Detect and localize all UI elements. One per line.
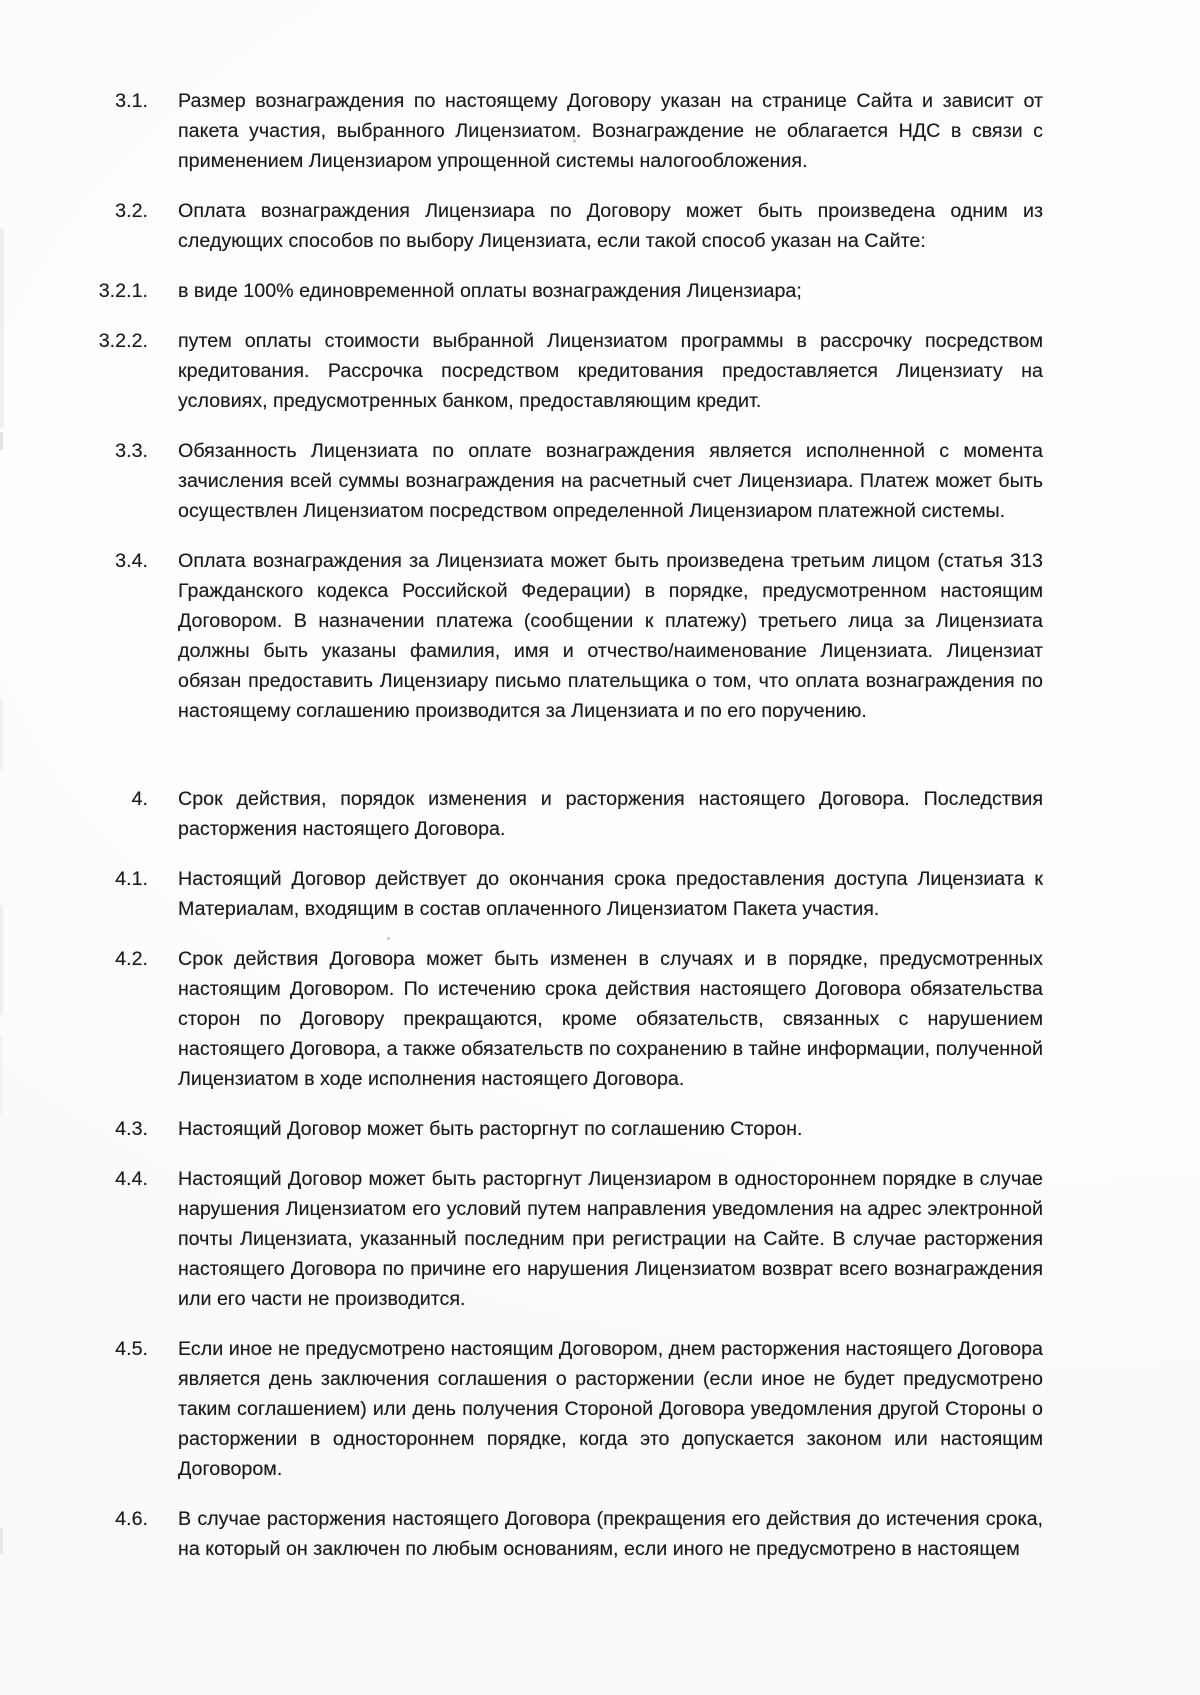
clause-text: Срок действия Договора может быть изменен в случаях и в порядке, предусмотренных настоящим Договором. По истечению срока действия настоящего Договора обязательства сторон по Договору прекращаются, кроме обязательств, связанных с нарушением настоящего Договора, а также обязательств по сохранению в тайне информации, полученной Лицензиатом в ходе исполнения настоящего Договора. xyxy=(178,948,1043,1090)
clause-row xyxy=(0,1334,1043,1484)
clause-number: 3.2. xyxy=(115,200,148,222)
clause-text: Настоящий Договор действует до окончания срока предоставления доступа Лицензиата к Материалам, входящим в состав оплаченного Лицензиатом Пакета участия. xyxy=(178,868,1043,920)
clause-text: Срок действия, порядок изменения и расторжения настоящего Договора. Последствия расторжения настоящего Договора. xyxy=(178,788,1043,840)
clause-row xyxy=(0,326,1043,416)
clause-text: Оплата вознаграждения за Лицензиата может быть произведена третьим лицом (статья 313 Гражданского кодекса Российской Федерации) в порядке, предусмотренном настоящим Договором. В назначении платежа (сообщении к платежу) третьего лица за Лицензиата должны быть указаны фамилия, имя и отчество/наименование Лицензиата. Лицензиат обязан предоставить Лицензиару письмо плательщика о том, что оплата вознаграждения по настоящему соглашению производится за Лицензиата и по его поручению. xyxy=(178,550,1043,722)
clause-number: 3.4. xyxy=(115,550,148,572)
clause-row xyxy=(0,864,1043,924)
clause-text: Обязанность Лицензиата по оплате вознаграждения является исполненной с момента зачисления всей суммы вознаграждения на расчетный счет Лицензиара. Платеж может быть осуществлен Лицензиатом посредством определенной Лицензиаром платежной системы. xyxy=(178,440,1043,522)
clause-number: 3.2.1. xyxy=(98,280,148,302)
clause-row xyxy=(0,944,1043,1094)
clause-number: 4.5. xyxy=(115,1338,148,1360)
clause-number: 4.4. xyxy=(115,1168,148,1190)
clause-number: 4.1. xyxy=(115,868,148,890)
clause-row xyxy=(0,784,1043,844)
clause-row xyxy=(0,546,1043,726)
clause-text: Настоящий Договор может быть расторгнут по соглашению Сторон. xyxy=(178,1118,803,1140)
clause-row xyxy=(0,86,1043,176)
clause-row xyxy=(0,436,1043,526)
clause-text: Если иное не предусмотрено настоящим Договором, днем расторжения настоящего Договора является день заключения соглашения о расторжении (если иное не будет предусмотрено таким соглашением) или день получения Стороной Договора уведомления другой Стороны о расторжении в одностороннем порядке, когда это допускается законом или настоящим Договором. xyxy=(178,1338,1043,1480)
clause-text: в виде 100% единовременной оплаты вознаграждения Лицензиара; xyxy=(178,280,802,302)
clause-row xyxy=(0,1504,1043,1564)
clause-number: 3.1. xyxy=(115,90,148,112)
clause-text: Настоящий Договор может быть расторгнут Лицензиаром в одностороннем порядке в случае нарушения Лицензиатом его условий путем направления уведомления на адрес электронной почты Лицензиата, указанный последним при регистрации на Сайте. В случае расторжения настоящего Договора по причине его нарушения Лицензиатом возврат всего вознаграждения или его части не производится. xyxy=(178,1168,1043,1310)
clause-text: Размер вознаграждения по настоящему Договору указан на странице Сайта и зависит от пакета участия, выбранного Лицензиатом. Вознаграждение не облагается НДС в связи с применением Лицензиаром упрощенной системы налогообложения. xyxy=(178,90,1043,172)
clause-number: 4.2. xyxy=(115,948,148,970)
clause-row xyxy=(0,1164,1043,1314)
clause-text: В случае расторжения настоящего Договора (прекращения его действия до истечения срока, на который он заключен по любым основаниям, если иного не предусмотрено в настоящем xyxy=(178,1508,1043,1560)
clause-row xyxy=(0,276,1043,306)
clause-row xyxy=(0,1114,1043,1144)
clause-text: путем оплаты стоимости выбранной Лицензиатом программы в рассрочку посредством кредитования. Рассрочка посредством кредитования предоставляется Лицензиату на условиях, предусмотренных банком, предоставляющим кредит. xyxy=(178,330,1043,412)
clause-row xyxy=(0,196,1043,256)
contract-clauses xyxy=(0,86,1043,1584)
clause-text: Оплата вознаграждения Лицензиара по Договору может быть произведена одним из следующих способов по выбору Лицензиата, если такой способ указан на Сайте: xyxy=(178,200,1043,252)
clause-number: 4. xyxy=(131,788,148,810)
clause-number: 4.3. xyxy=(115,1118,148,1140)
clause-number: 4.6. xyxy=(115,1508,148,1530)
clause-number: 3.3. xyxy=(115,440,148,462)
clause-number: 3.2.2. xyxy=(98,330,148,352)
